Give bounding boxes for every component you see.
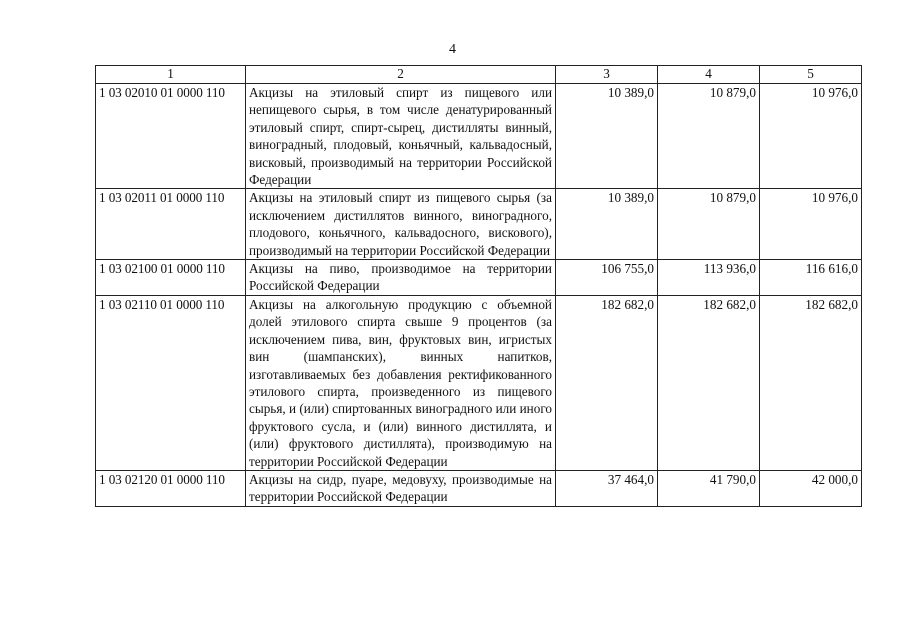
page-number: 4 [449,42,456,57]
value-cell-col3: 106 755,0 [556,260,658,296]
value-cell-col5: 10 976,0 [760,84,862,189]
table-row [96,470,862,506]
description-cell: Акцизы на сидр, пуаре, медовуху, производимые на территории Российской Федерации [246,470,556,506]
budget-code-cell: 1 03 02100 01 0000 110 [96,260,246,296]
description-cell: Акцизы на алкогольную продукцию с объемной долей этилового спирта свыше 9 процентов (за исключением пива, вин, фруктовых вин, игристых вин (шампанских), винных напитков, изготавливаемых без добавления ректификованного этилового спирта, произведенного из пищевого сырья, и (или) спиртованных виноградного или иного фруктового сусла, и (или) винного дистиллята, и (или) фруктового дистиллята), производимую на территории Российской Федерации [246,295,556,470]
column-header-value-1: 3 [556,66,658,84]
budget-code-cell: 1 03 02011 01 0000 110 [96,189,246,260]
budget-code-cell: 1 03 02110 01 0000 110 [96,295,246,470]
value-cell-col5: 116 616,0 [760,260,862,296]
value-cell-col4: 113 936,0 [658,260,760,296]
value-cell-col3: 10 389,0 [556,84,658,189]
column-header-value-3: 5 [760,66,862,84]
table-row [96,84,862,189]
description-cell: Акцизы на этиловый спирт из пищевого или непищевого сырья, в том числе денатурированный этиловый спирт, спирт-сырец, дистилляты винный, виноградный, плодовый, коньячный, кальвадосный, висковый, производимый на территории Российской Федерации [246,84,556,189]
description-cell: Акцизы на этиловый спирт из пищевого сырья (за исключением дистиллятов винного, виноградного, плодового, коньячного, кальвадосного, вискового), производимый на территории Российской Федерации [246,189,556,260]
value-cell-col5: 182 682,0 [760,295,862,470]
column-header-value-2: 4 [658,66,760,84]
table-header-row [96,66,862,84]
budget-code-cell: 1 03 02010 01 0000 110 [96,84,246,189]
description-cell: Акцизы на пиво, производимое на территории Российской Федерации [246,260,556,296]
value-cell-col3: 37 464,0 [556,470,658,506]
value-cell-col4: 10 879,0 [658,84,760,189]
value-cell-col4: 41 790,0 [658,470,760,506]
budget-code-cell: 1 03 02120 01 0000 110 [96,470,246,506]
budget-revenue-table [95,65,862,507]
value-cell-col5: 10 976,0 [760,189,862,260]
table-row [96,260,862,296]
value-cell-col3: 182 682,0 [556,295,658,470]
value-cell-col4: 10 879,0 [658,189,760,260]
value-cell-col3: 10 389,0 [556,189,658,260]
table-row [96,189,862,260]
value-cell-col4: 182 682,0 [658,295,760,470]
value-cell-col5: 42 000,0 [760,470,862,506]
table-row [96,295,862,470]
column-header-code: 1 [96,66,246,84]
column-header-description: 2 [246,66,556,84]
